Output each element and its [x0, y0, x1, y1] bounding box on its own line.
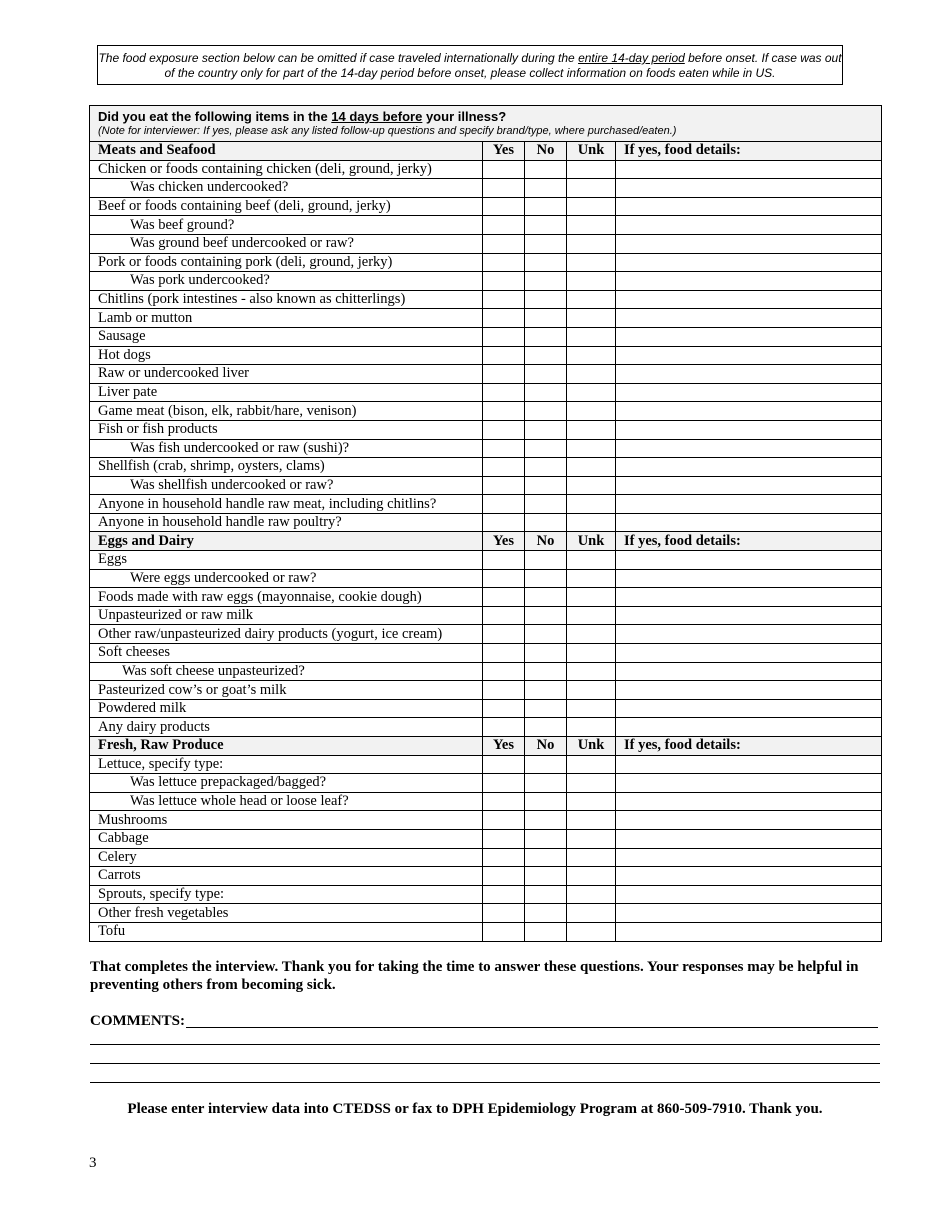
food-item-label: Cabbage — [90, 829, 483, 848]
unk-checkbox-cell[interactable] — [567, 681, 616, 700]
food-item-label: Liver pate — [90, 383, 483, 402]
no-checkbox-cell[interactable] — [525, 792, 567, 811]
food-item-label: Was soft cheese unpasteurized? — [90, 662, 483, 681]
food-details-field[interactable] — [616, 495, 882, 514]
no-checkbox-cell[interactable] — [525, 569, 567, 588]
travel-notice-box — [97, 45, 843, 85]
no-checkbox-cell[interactable] — [525, 718, 567, 737]
page-number: 3 — [89, 1155, 97, 1171]
yes-checkbox-cell[interactable] — [483, 792, 525, 811]
unk-checkbox-cell[interactable] — [567, 272, 616, 291]
unk-checkbox-cell[interactable] — [567, 402, 616, 421]
no-checkbox-cell[interactable] — [525, 606, 567, 625]
unk-checkbox-cell[interactable] — [567, 625, 616, 644]
yes-checkbox-cell[interactable] — [483, 811, 525, 830]
table-row — [90, 476, 882, 495]
unk-checkbox-cell[interactable] — [567, 495, 616, 514]
food-details-field[interactable] — [616, 588, 882, 607]
unk-checkbox-cell[interactable] — [567, 216, 616, 235]
no-checkbox-cell[interactable] — [525, 811, 567, 830]
table-row — [90, 829, 882, 848]
yes-checkbox-cell[interactable] — [483, 383, 525, 402]
comments-label: COMMENTS: — [90, 1013, 185, 1029]
table-row — [90, 774, 882, 793]
no-checkbox-cell[interactable] — [525, 662, 567, 681]
yes-checkbox-cell[interactable] — [483, 644, 525, 663]
table-row — [90, 439, 882, 458]
table-row — [90, 290, 882, 309]
no-checkbox-cell[interactable] — [525, 290, 567, 309]
question-underlined: 14 days before — [331, 109, 423, 124]
unk-column-header: Unk — [567, 737, 616, 756]
section-header-row — [90, 737, 882, 756]
section-header-row — [90, 142, 882, 161]
food-exposure-table — [89, 105, 882, 942]
comments-line[interactable] — [90, 1044, 880, 1045]
food-details-field[interactable] — [616, 420, 882, 439]
interviewer-note: (Note for interviewer: If yes, please ask any listed follow-up questions and specify brand/type, where purchased/eaten.) — [98, 125, 677, 137]
unk-checkbox-cell[interactable] — [567, 792, 616, 811]
unk-checkbox-cell[interactable] — [567, 365, 616, 384]
food-item-label: Soft cheeses — [90, 644, 483, 663]
food-details-field[interactable] — [616, 253, 882, 272]
food-details-field[interactable] — [616, 476, 882, 495]
yes-checkbox-cell[interactable] — [483, 309, 525, 328]
food-item-label: Carrots — [90, 867, 483, 886]
yes-checkbox-cell[interactable] — [483, 513, 525, 532]
food-details-field[interactable] — [616, 383, 882, 402]
food-details-field[interactable] — [616, 346, 882, 365]
table-row — [90, 755, 882, 774]
notice-underlined: entire 14-day period — [578, 51, 685, 65]
yes-checkbox-cell[interactable] — [483, 253, 525, 272]
no-checkbox-cell[interactable] — [525, 476, 567, 495]
unk-checkbox-cell[interactable] — [567, 309, 616, 328]
table-row — [90, 513, 882, 532]
table-row — [90, 885, 882, 904]
table-row — [90, 811, 882, 830]
no-checkbox-cell[interactable] — [525, 588, 567, 607]
table-row — [90, 197, 882, 216]
unk-checkbox-cell[interactable] — [567, 458, 616, 477]
unk-checkbox-cell[interactable] — [567, 848, 616, 867]
question-header-cell — [90, 106, 882, 142]
food-details-field[interactable] — [616, 290, 882, 309]
table-row — [90, 551, 882, 570]
food-item-label: Mushrooms — [90, 811, 483, 830]
table-row — [90, 625, 882, 644]
yes-checkbox-cell[interactable] — [483, 662, 525, 681]
table-row — [90, 216, 882, 235]
table-row — [90, 234, 882, 253]
unk-checkbox-cell[interactable] — [567, 699, 616, 718]
yes-checkbox-cell[interactable] — [483, 829, 525, 848]
table-row — [90, 606, 882, 625]
table-row — [90, 253, 882, 272]
yes-checkbox-cell[interactable] — [483, 904, 525, 923]
food-details-field[interactable] — [616, 365, 882, 384]
yes-checkbox-cell[interactable] — [483, 774, 525, 793]
no-checkbox-cell[interactable] — [525, 867, 567, 886]
details-column-header: If yes, food details: — [616, 737, 882, 756]
unk-column-header: Unk — [567, 142, 616, 161]
table-row — [90, 718, 882, 737]
yes-checkbox-cell[interactable] — [483, 495, 525, 514]
unk-checkbox-cell[interactable] — [567, 439, 616, 458]
yes-checkbox-cell[interactable] — [483, 681, 525, 700]
table-row — [90, 402, 882, 421]
question-part2: your illness? — [422, 109, 507, 124]
food-item-label: Pasteurized cow’s or goat’s milk — [90, 681, 483, 700]
food-item-label: Anyone in household handle raw meat, including chitlins? — [90, 495, 483, 514]
unk-checkbox-cell[interactable] — [567, 569, 616, 588]
yes-checkbox-cell[interactable] — [483, 160, 525, 179]
food-item-label: Was beef ground? — [90, 216, 483, 235]
food-details-field[interactable] — [616, 197, 882, 216]
yes-checkbox-cell[interactable] — [483, 197, 525, 216]
table-row — [90, 365, 882, 384]
table-row — [90, 420, 882, 439]
yes-checkbox-cell[interactable] — [483, 718, 525, 737]
food-details-field[interactable] — [616, 922, 882, 941]
unk-column-header: Unk — [567, 532, 616, 551]
food-details-field[interactable] — [616, 848, 882, 867]
no-checkbox-cell[interactable] — [525, 681, 567, 700]
table-row — [90, 495, 882, 514]
food-details-field[interactable] — [616, 644, 882, 663]
no-checkbox-cell[interactable] — [525, 346, 567, 365]
comments-line[interactable] — [186, 1027, 878, 1028]
unk-checkbox-cell[interactable] — [567, 327, 616, 346]
no-checkbox-cell[interactable] — [525, 402, 567, 421]
table-row — [90, 327, 882, 346]
no-checkbox-cell[interactable] — [525, 253, 567, 272]
unk-checkbox-cell[interactable] — [567, 588, 616, 607]
food-item-label: Lettuce, specify type: — [90, 755, 483, 774]
table-row — [90, 383, 882, 402]
closing-statement: That completes the interview. Thank you for taking the time to answer these questions. Your responses may be helpful in preventing others from becoming sick. — [90, 959, 859, 993]
yes-checkbox-cell[interactable] — [483, 365, 525, 384]
no-checkbox-cell[interactable] — [525, 216, 567, 235]
food-item-label: Shellfish (crab, shrimp, oysters, clams) — [90, 458, 483, 477]
no-checkbox-cell[interactable] — [525, 197, 567, 216]
no-checkbox-cell[interactable] — [525, 439, 567, 458]
food-item-label: Tofu — [90, 922, 483, 941]
food-item-label: Any dairy products — [90, 718, 483, 737]
no-checkbox-cell[interactable] — [525, 885, 567, 904]
no-checkbox-cell[interactable] — [525, 420, 567, 439]
table-row — [90, 662, 882, 681]
notice-text-part1: The food exposure section below can be omitted if case traveled internationally during the — [98, 51, 579, 65]
notice-text-part2: before onset. If case was out of the country only for part of the 14-day period before onset, please collect information on foods eaten while in US. — [164, 51, 842, 80]
food-item-label: Chitlins (pork intestines - also known as chitterlings) — [90, 290, 483, 309]
unk-checkbox-cell[interactable] — [567, 867, 616, 886]
unk-checkbox-cell[interactable] — [567, 160, 616, 179]
question-text — [98, 109, 873, 124]
table-row — [90, 699, 882, 718]
food-details-field[interactable] — [616, 829, 882, 848]
table-row — [90, 904, 882, 923]
no-checkbox-cell[interactable] — [525, 829, 567, 848]
unk-checkbox-cell[interactable] — [567, 234, 616, 253]
food-item-label: Lamb or mutton — [90, 309, 483, 328]
food-item-label: Sprouts, specify type: — [90, 885, 483, 904]
table-row — [90, 681, 882, 700]
no-checkbox-cell[interactable] — [525, 644, 567, 663]
food-details-field[interactable] — [616, 439, 882, 458]
section-header-row — [90, 532, 882, 551]
no-column-header: No — [525, 737, 567, 756]
yes-checkbox-cell[interactable] — [483, 458, 525, 477]
table-row — [90, 922, 882, 941]
food-details-field[interactable] — [616, 160, 882, 179]
food-item-label: Foods made with raw eggs (mayonnaise, cookie dough) — [90, 588, 483, 607]
unk-checkbox-cell[interactable] — [567, 346, 616, 365]
food-details-field[interactable] — [616, 681, 882, 700]
unk-checkbox-cell[interactable] — [567, 420, 616, 439]
yes-checkbox-cell[interactable] — [483, 699, 525, 718]
food-details-field[interactable] — [616, 755, 882, 774]
no-checkbox-cell[interactable] — [525, 755, 567, 774]
no-checkbox-cell[interactable] — [525, 848, 567, 867]
food-item-label: Beef or foods containing beef (deli, ground, jerky) — [90, 197, 483, 216]
yes-column-header: Yes — [483, 532, 525, 551]
table-row — [90, 848, 882, 867]
yes-checkbox-cell[interactable] — [483, 216, 525, 235]
food-details-field[interactable] — [616, 234, 882, 253]
yes-column-header: Yes — [483, 142, 525, 161]
no-checkbox-cell[interactable] — [525, 234, 567, 253]
table-row — [90, 458, 882, 477]
yes-checkbox-cell[interactable] — [483, 885, 525, 904]
table-row — [90, 644, 882, 663]
unk-checkbox-cell[interactable] — [567, 551, 616, 570]
no-checkbox-cell[interactable] — [525, 904, 567, 923]
no-checkbox-cell[interactable] — [525, 625, 567, 644]
yes-checkbox-cell[interactable] — [483, 234, 525, 253]
yes-checkbox-cell[interactable] — [483, 848, 525, 867]
table-row — [90, 179, 882, 198]
table-row — [90, 272, 882, 291]
table-row — [90, 346, 882, 365]
food-item-label: Pork or foods containing pork (deli, ground, jerky) — [90, 253, 483, 272]
no-checkbox-cell[interactable] — [525, 327, 567, 346]
no-checkbox-cell[interactable] — [525, 513, 567, 532]
no-checkbox-cell[interactable] — [525, 774, 567, 793]
food-item-label: Game meat (bison, elk, rabbit/hare, venison) — [90, 402, 483, 421]
table-row — [90, 867, 882, 886]
unk-checkbox-cell[interactable] — [567, 755, 616, 774]
yes-checkbox-cell[interactable] — [483, 588, 525, 607]
unk-checkbox-cell[interactable] — [567, 904, 616, 923]
unk-checkbox-cell[interactable] — [567, 644, 616, 663]
food-details-field[interactable] — [616, 327, 882, 346]
unk-checkbox-cell[interactable] — [567, 829, 616, 848]
food-details-field[interactable] — [616, 792, 882, 811]
food-details-field[interactable] — [616, 718, 882, 737]
yes-checkbox-cell[interactable] — [483, 867, 525, 886]
table-row — [90, 792, 882, 811]
no-checkbox-cell[interactable] — [525, 160, 567, 179]
food-details-field[interactable] — [616, 811, 882, 830]
food-details-field[interactable] — [616, 867, 882, 886]
food-details-field[interactable] — [616, 625, 882, 644]
food-details-field[interactable] — [616, 569, 882, 588]
table-row — [90, 588, 882, 607]
food-details-field[interactable] — [616, 513, 882, 532]
food-details-field[interactable] — [616, 606, 882, 625]
yes-checkbox-cell[interactable] — [483, 179, 525, 198]
unk-checkbox-cell[interactable] — [567, 197, 616, 216]
table-row — [90, 309, 882, 328]
food-details-field[interactable] — [616, 699, 882, 718]
no-checkbox-cell[interactable] — [525, 458, 567, 477]
yes-checkbox-cell[interactable] — [483, 755, 525, 774]
yes-checkbox-cell[interactable] — [483, 327, 525, 346]
yes-checkbox-cell[interactable] — [483, 606, 525, 625]
unk-checkbox-cell[interactable] — [567, 383, 616, 402]
food-item-label: Were eggs undercooked or raw? — [90, 569, 483, 588]
unk-checkbox-cell[interactable] — [567, 290, 616, 309]
food-item-label: Was lettuce prepackaged/bagged? — [90, 774, 483, 793]
yes-checkbox-cell[interactable] — [483, 476, 525, 495]
no-checkbox-cell[interactable] — [525, 179, 567, 198]
unk-checkbox-cell[interactable] — [567, 179, 616, 198]
food-details-field[interactable] — [616, 272, 882, 291]
no-checkbox-cell[interactable] — [525, 495, 567, 514]
food-details-field[interactable] — [616, 402, 882, 421]
food-item-label: Was shellfish undercooked or raw? — [90, 476, 483, 495]
no-checkbox-cell[interactable] — [525, 699, 567, 718]
no-checkbox-cell[interactable] — [525, 272, 567, 291]
no-checkbox-cell[interactable] — [525, 551, 567, 570]
food-item-label: Anyone in household handle raw poultry? — [90, 513, 483, 532]
food-item-label: Hot dogs — [90, 346, 483, 365]
yes-checkbox-cell[interactable] — [483, 290, 525, 309]
yes-column-header: Yes — [483, 737, 525, 756]
table-row — [90, 569, 882, 588]
yes-checkbox-cell[interactable] — [483, 272, 525, 291]
food-details-field[interactable] — [616, 179, 882, 198]
yes-checkbox-cell[interactable] — [483, 346, 525, 365]
unk-checkbox-cell[interactable] — [567, 253, 616, 272]
food-item-label: Was ground beef undercooked or raw? — [90, 234, 483, 253]
food-item-label: Was lettuce whole head or loose leaf? — [90, 792, 483, 811]
unk-checkbox-cell[interactable] — [567, 774, 616, 793]
food-details-field[interactable] — [616, 774, 882, 793]
food-item-label: Sausage — [90, 327, 483, 346]
yes-checkbox-cell[interactable] — [483, 625, 525, 644]
food-details-field[interactable] — [616, 885, 882, 904]
food-details-field[interactable] — [616, 309, 882, 328]
section-title: Eggs and Dairy — [90, 532, 483, 551]
food-item-label: Chicken or foods containing chicken (deli, ground, jerky) — [90, 160, 483, 179]
food-details-field[interactable] — [616, 458, 882, 477]
food-details-field[interactable] — [616, 904, 882, 923]
food-item-label: Unpasteurized or raw milk — [90, 606, 483, 625]
food-details-field[interactable] — [616, 551, 882, 570]
food-item-label: Fish or fish products — [90, 420, 483, 439]
details-column-header: If yes, food details: — [616, 142, 882, 161]
food-item-label: Was chicken undercooked? — [90, 179, 483, 198]
unk-checkbox-cell[interactable] — [567, 606, 616, 625]
footer-instructions: Please enter interview data into CTEDSS or fax to DPH Epidemiology Program at 860-509-7910. Thank you. — [127, 1101, 823, 1117]
food-item-label: Celery — [90, 848, 483, 867]
unk-checkbox-cell[interactable] — [567, 513, 616, 532]
food-item-label: Raw or undercooked liver — [90, 365, 483, 384]
yes-checkbox-cell[interactable] — [483, 922, 525, 941]
food-details-field[interactable] — [616, 216, 882, 235]
question-header-row — [90, 106, 882, 142]
no-column-header: No — [525, 532, 567, 551]
food-item-label: Was fish undercooked or raw (sushi)? — [90, 439, 483, 458]
food-item-label: Eggs — [90, 551, 483, 570]
details-column-header: If yes, food details: — [616, 532, 882, 551]
food-details-field[interactable] — [616, 662, 882, 681]
unk-checkbox-cell[interactable] — [567, 885, 616, 904]
no-checkbox-cell[interactable] — [525, 383, 567, 402]
no-checkbox-cell[interactable] — [525, 365, 567, 384]
yes-checkbox-cell[interactable] — [483, 439, 525, 458]
no-column-header: No — [525, 142, 567, 161]
section-title: Meats and Seafood — [90, 142, 483, 161]
unk-checkbox-cell[interactable] — [567, 662, 616, 681]
food-item-label: Other fresh vegetables — [90, 904, 483, 923]
yes-checkbox-cell[interactable] — [483, 402, 525, 421]
question-part1: Did you eat the following items in the — [98, 109, 332, 124]
yes-checkbox-cell[interactable] — [483, 569, 525, 588]
section-title: Fresh, Raw Produce — [90, 737, 483, 756]
yes-checkbox-cell[interactable] — [483, 551, 525, 570]
food-item-label: Other raw/unpasteurized dairy products (yogurt, ice cream) — [90, 625, 483, 644]
unk-checkbox-cell[interactable] — [567, 922, 616, 941]
no-checkbox-cell[interactable] — [525, 309, 567, 328]
no-checkbox-cell[interactable] — [525, 922, 567, 941]
comments-line[interactable] — [90, 1063, 880, 1064]
unk-checkbox-cell[interactable] — [567, 811, 616, 830]
unk-checkbox-cell[interactable] — [567, 718, 616, 737]
comments-line[interactable] — [90, 1082, 880, 1083]
food-item-label: Powdered milk — [90, 699, 483, 718]
table-row — [90, 160, 882, 179]
yes-checkbox-cell[interactable] — [483, 420, 525, 439]
unk-checkbox-cell[interactable] — [567, 476, 616, 495]
food-item-label: Was pork undercooked? — [90, 272, 483, 291]
